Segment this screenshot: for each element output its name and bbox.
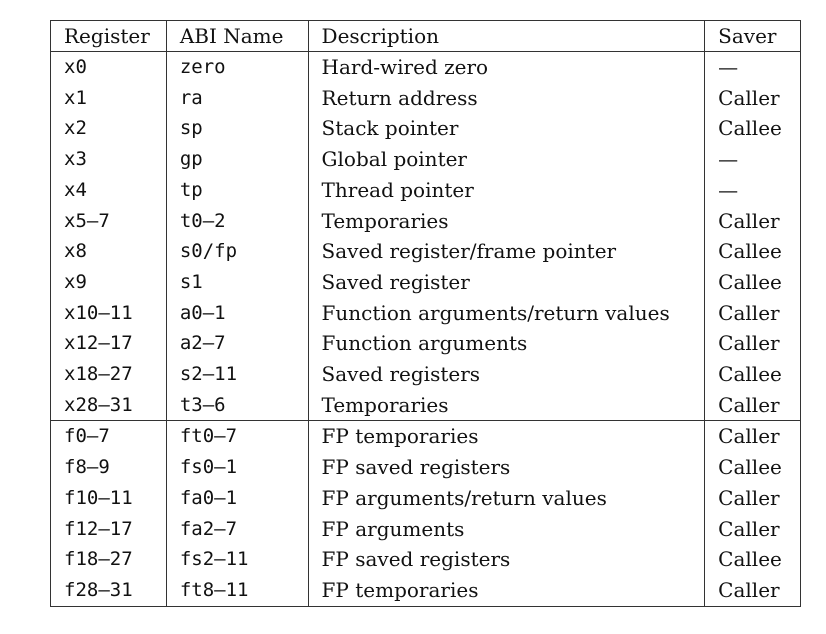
saver-cell: — <box>705 175 801 206</box>
saver-cell: Caller <box>705 483 801 514</box>
saver-cell: Callee <box>705 267 801 298</box>
register-cell: x12–17 <box>51 328 167 359</box>
register-cell: x1 <box>51 83 167 114</box>
table-row <box>51 83 801 114</box>
register-cell: x10–11 <box>51 298 167 329</box>
abi-name-cell: fs0–1 <box>166 452 308 483</box>
register-cell: f12–17 <box>51 514 167 545</box>
register-cell: f8–9 <box>51 452 167 483</box>
saver-cell: Caller <box>705 328 801 359</box>
table-row <box>51 544 801 575</box>
register-cell: x2 <box>51 113 167 144</box>
abi-name-cell: ft8–11 <box>166 575 308 606</box>
register-cell: f10–11 <box>51 483 167 514</box>
saver-cell: Caller <box>705 390 801 421</box>
saver-cell: Caller <box>705 421 801 452</box>
abi-name-cell: s1 <box>166 267 308 298</box>
description-cell: Function arguments <box>308 328 705 359</box>
table-row <box>51 267 801 298</box>
abi-name-cell: t0–2 <box>166 206 308 237</box>
table-row <box>51 575 801 606</box>
header-abi-name: ABI Name <box>166 21 308 52</box>
abi-name-cell: sp <box>166 113 308 144</box>
abi-name-cell: gp <box>166 144 308 175</box>
saver-cell: Caller <box>705 514 801 545</box>
table-row <box>51 421 801 452</box>
abi-name-cell: fa2–7 <box>166 514 308 545</box>
table-row <box>51 52 801 83</box>
register-cell: x4 <box>51 175 167 206</box>
table-row <box>51 359 801 390</box>
description-cell: Return address <box>308 83 705 114</box>
abi-name-cell: a2–7 <box>166 328 308 359</box>
header-saver: Saver <box>705 21 801 52</box>
header-description: Description <box>308 21 705 52</box>
table-row <box>51 236 801 267</box>
description-cell: FP saved registers <box>308 544 705 575</box>
description-cell: Temporaries <box>308 390 705 421</box>
description-cell: FP arguments <box>308 514 705 545</box>
table-row <box>51 175 801 206</box>
abi-name-cell: ra <box>166 83 308 114</box>
abi-name-cell: zero <box>166 52 308 83</box>
table-row <box>51 144 801 175</box>
abi-name-cell: s0/fp <box>166 236 308 267</box>
table-row <box>51 206 801 237</box>
table-row <box>51 390 801 421</box>
register-table <box>50 20 801 607</box>
saver-cell: Caller <box>705 206 801 237</box>
description-cell: FP arguments/return values <box>308 483 705 514</box>
abi-name-cell: a0–1 <box>166 298 308 329</box>
register-cell: f18–27 <box>51 544 167 575</box>
description-cell: FP temporaries <box>308 575 705 606</box>
abi-name-cell: t3–6 <box>166 390 308 421</box>
table-row <box>51 514 801 545</box>
abi-name-cell: fa0–1 <box>166 483 308 514</box>
table-row <box>51 483 801 514</box>
description-cell: Hard-wired zero <box>308 52 705 83</box>
description-cell: FP saved registers <box>308 452 705 483</box>
description-cell: Saved registers <box>308 359 705 390</box>
saver-cell: Caller <box>705 298 801 329</box>
register-cell: x3 <box>51 144 167 175</box>
register-cell: x9 <box>51 267 167 298</box>
saver-cell: — <box>705 52 801 83</box>
description-cell: Function arguments/return values <box>308 298 705 329</box>
table-row <box>51 113 801 144</box>
register-cell: x0 <box>51 52 167 83</box>
table-body <box>51 52 801 607</box>
register-cell: x5–7 <box>51 206 167 237</box>
header-register: Register <box>51 21 167 52</box>
description-cell: Stack pointer <box>308 113 705 144</box>
description-cell: Thread pointer <box>308 175 705 206</box>
saver-cell: Caller <box>705 575 801 606</box>
description-cell: FP temporaries <box>308 421 705 452</box>
saver-cell: Callee <box>705 113 801 144</box>
saver-cell: Callee <box>705 544 801 575</box>
abi-name-cell: ft0–7 <box>166 421 308 452</box>
saver-cell: Callee <box>705 359 801 390</box>
abi-name-cell: fs2–11 <box>166 544 308 575</box>
description-cell: Saved register <box>308 267 705 298</box>
table-row <box>51 328 801 359</box>
saver-cell: Callee <box>705 452 801 483</box>
register-cell: f28–31 <box>51 575 167 606</box>
header-row <box>51 21 801 52</box>
description-cell: Saved register/frame pointer <box>308 236 705 267</box>
abi-name-cell: s2–11 <box>166 359 308 390</box>
table-row <box>51 452 801 483</box>
saver-cell: Callee <box>705 236 801 267</box>
register-cell: x18–27 <box>51 359 167 390</box>
register-cell: x8 <box>51 236 167 267</box>
description-cell: Temporaries <box>308 206 705 237</box>
table-row <box>51 298 801 329</box>
register-cell: x28–31 <box>51 390 167 421</box>
register-cell: f0–7 <box>51 421 167 452</box>
abi-name-cell: tp <box>166 175 308 206</box>
description-cell: Global pointer <box>308 144 705 175</box>
saver-cell: Caller <box>705 83 801 114</box>
saver-cell: — <box>705 144 801 175</box>
